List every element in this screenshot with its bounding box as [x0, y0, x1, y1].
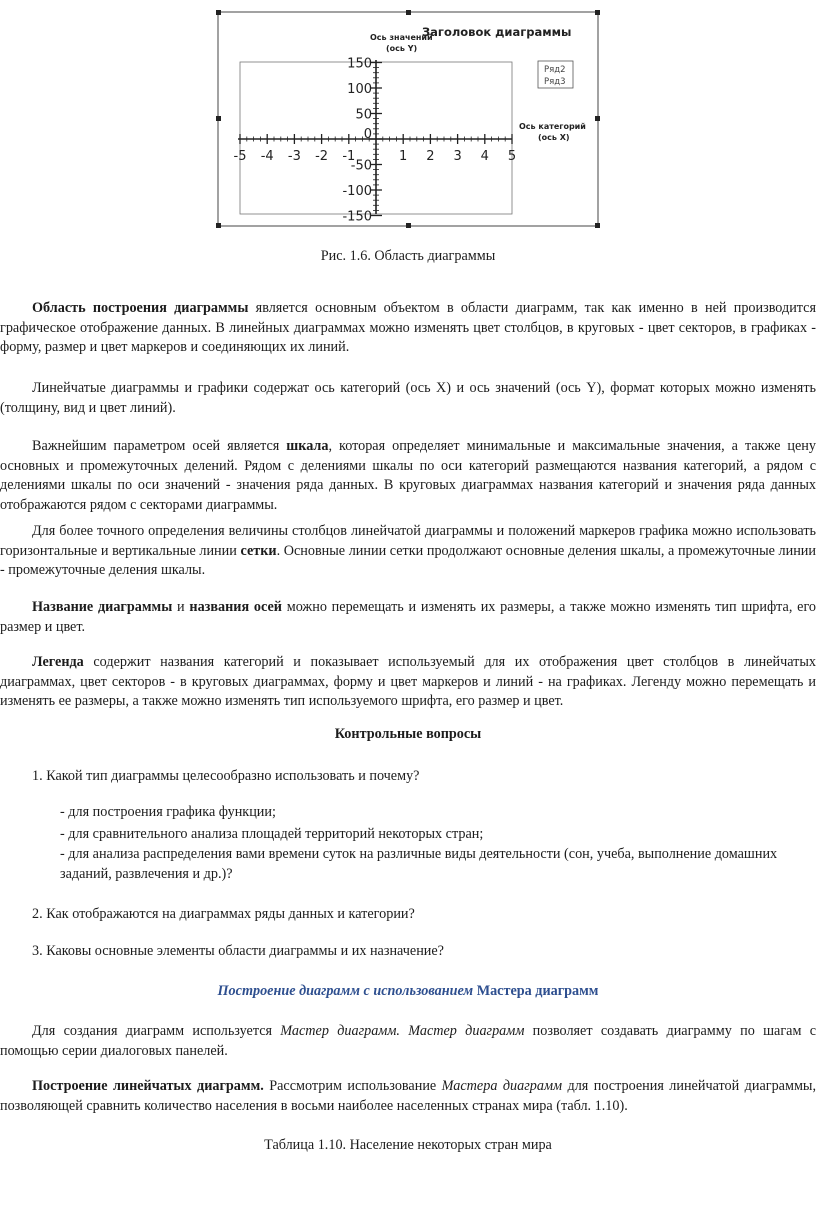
- paragraph-bar-charts: [0, 1077, 816, 1116]
- paragraph-scale: [0, 437, 816, 515]
- paragraph-wizard: [0, 1022, 816, 1061]
- y-tick-label: -150: [342, 209, 372, 225]
- paragraph-text: Рассмотрим использование: [263, 1078, 442, 1094]
- chart-title: Заголовок диаграммы: [422, 25, 572, 39]
- section-heading: [0, 982, 816, 1002]
- x-tick-label: -5: [233, 149, 247, 164]
- question-2: 2. Как отображаются на диаграммах ряды данных и категории?: [32, 906, 415, 922]
- y-axis-label-line2: (ось Y): [386, 44, 418, 53]
- x-tick-label: 2: [426, 149, 435, 164]
- y-tick-label: 0: [363, 127, 372, 142]
- heading-control-questions: [0, 725, 816, 745]
- x-tick-label: 1: [399, 149, 408, 164]
- question-1-item: - для анализа распределения вами времени суток на различные виды деятельности (сон, учеба, выполнение домашних заданий, развлечения и др.)?: [60, 846, 778, 882]
- term-scale: шкала: [286, 438, 329, 454]
- y-tick-label: -100: [342, 184, 372, 199]
- paragraph-grid: [0, 522, 816, 581]
- x-axis-label-line2: (ось X): [538, 133, 570, 142]
- paragraph-axes: Линейчатые диаграммы и графики содержат ось категорий (ось X) и ось значений (ось Y), формат которых можно изменять (толщину, вид и цвет линий).: [0, 380, 816, 416]
- paragraph-text: Для создания диаграмм используется: [32, 1023, 281, 1039]
- term-axis-titles: названия осей: [189, 599, 282, 615]
- chart-area-svg: [216, 10, 600, 228]
- term-plot-area: Область построения диаграммы: [32, 300, 249, 316]
- y-tick-label: -50: [350, 158, 372, 174]
- legend-entry: Ряд2: [544, 65, 566, 75]
- paragraph-text: можно перемещать и изменять их размеры, а также можно изменять тип шрифта, его размер и цвет.: [0, 599, 816, 635]
- term-legend: Легенда: [32, 654, 84, 670]
- term-wizard: Мастера диаграмм: [441, 1078, 563, 1094]
- paragraph-text: , которая определяет минимальные и максимальные значения, а также цену основных и промежуточных делений. Рядом с делениями шкалы по оси категорий размещаются названия категорий, а рядом с делениями шкалы по оси значений - значения ряда данных. В круговых диаграммах названия категорий и значения ряда данных отображаются рядом с секторами диаграммы.: [0, 438, 816, 513]
- paragraph-titles: [0, 598, 816, 637]
- paragraph-text: . Основные линии сетки продолжают основные деления шкалы, а промежуточные линии - промежуточные деления шкалы.: [0, 542, 816, 579]
- term-wizard: Мастер диаграмм.: [280, 1023, 400, 1039]
- heading-text: Контрольные вопросы: [334, 726, 482, 742]
- section-heading-bold: Мастера диаграмм: [473, 983, 599, 999]
- x-axis-label-line1: Ось категорий: [519, 122, 586, 131]
- section-heading-italic: Построение диаграмм с использованием: [217, 983, 474, 999]
- y-tick-label: 150: [347, 56, 372, 72]
- paragraph-text: Важнейшим параметром осей является: [32, 438, 287, 454]
- x-tick-label: -2: [315, 149, 329, 164]
- paragraph-text: позволяет создавать диаграмму по шагам с помощью серии диалоговых панелей.: [0, 1023, 816, 1059]
- x-tick-label: -4: [260, 149, 274, 164]
- question-1: 1. Какой тип диаграммы целесообразно использовать и почему?: [32, 768, 420, 784]
- question-1-item: - для построения графика функции;: [60, 804, 276, 820]
- paragraph-text: содержит названия категорий и показывает используемый для их отображения цвет столбцов в линейчатых диаграммах, цвет секторов - в круговых диаграммах, форму и цвет маркеров и линий - на графиках. Легенду можно перемещать и изменять ее размеры, а также можно изменять тип используемого шрифта, его размер и цвет.: [0, 654, 816, 710]
- x-tick-label: 3: [453, 149, 462, 164]
- term-bar-charts: Построение линейчатых диаграмм.: [32, 1078, 264, 1094]
- table-caption: Таблица 1.10. Население некоторых стран мира: [264, 1137, 552, 1153]
- term-chart-title: Название диаграммы: [32, 599, 173, 615]
- paragraph-text: Для более точного определения величины столбцов линейчатой диаграммы и положений маркеров графика можно использовать горизонтальные и вертикальные линии: [0, 523, 816, 559]
- paragraph-text: и: [172, 599, 190, 615]
- question-1-item: - для сравнительного анализа площадей территорий некоторых стран;: [60, 826, 484, 842]
- x-tick-label: 5: [507, 149, 517, 164]
- term-wizard: Мастер диаграмм: [408, 1023, 525, 1039]
- paragraph-text: для построения линейчатой диаграммы, позволяющей сравнить количество населения в восьми наиболее населенных странах мира (табл. 1.10).: [0, 1078, 816, 1114]
- paragraph-text: [400, 1023, 408, 1039]
- figure-caption: Рис. 1.6. Область диаграммы: [320, 248, 496, 264]
- x-tick-label: -1: [342, 149, 356, 164]
- paragraph-legend: [0, 653, 816, 712]
- y-axis-label-line1: Ось значений: [370, 33, 433, 42]
- y-tick-label: 100: [347, 82, 372, 97]
- paragraph-text: является основным объектом в области диаграмм, так как именно в ней производится графическое отображение данных. В линейных диаграммах можно изменять цвет столбцов, в круговых - цвет секторов, в графиках - форму, размер и цвет маркеров и соединяющих их линий.: [0, 300, 816, 356]
- question-3: 3. Каковы основные элементы области диаграммы и их назначение?: [32, 943, 444, 959]
- chart-area-figure: [216, 10, 600, 228]
- x-tick-label: 4: [480, 149, 489, 164]
- x-tick-label: -3: [287, 149, 301, 164]
- y-tick-label: 50: [355, 107, 372, 123]
- legend-entry: Ряд3: [544, 77, 566, 87]
- term-grid: сетки: [240, 542, 277, 559]
- selection-handles: [216, 10, 600, 228]
- paragraph-plot-area: [0, 299, 816, 358]
